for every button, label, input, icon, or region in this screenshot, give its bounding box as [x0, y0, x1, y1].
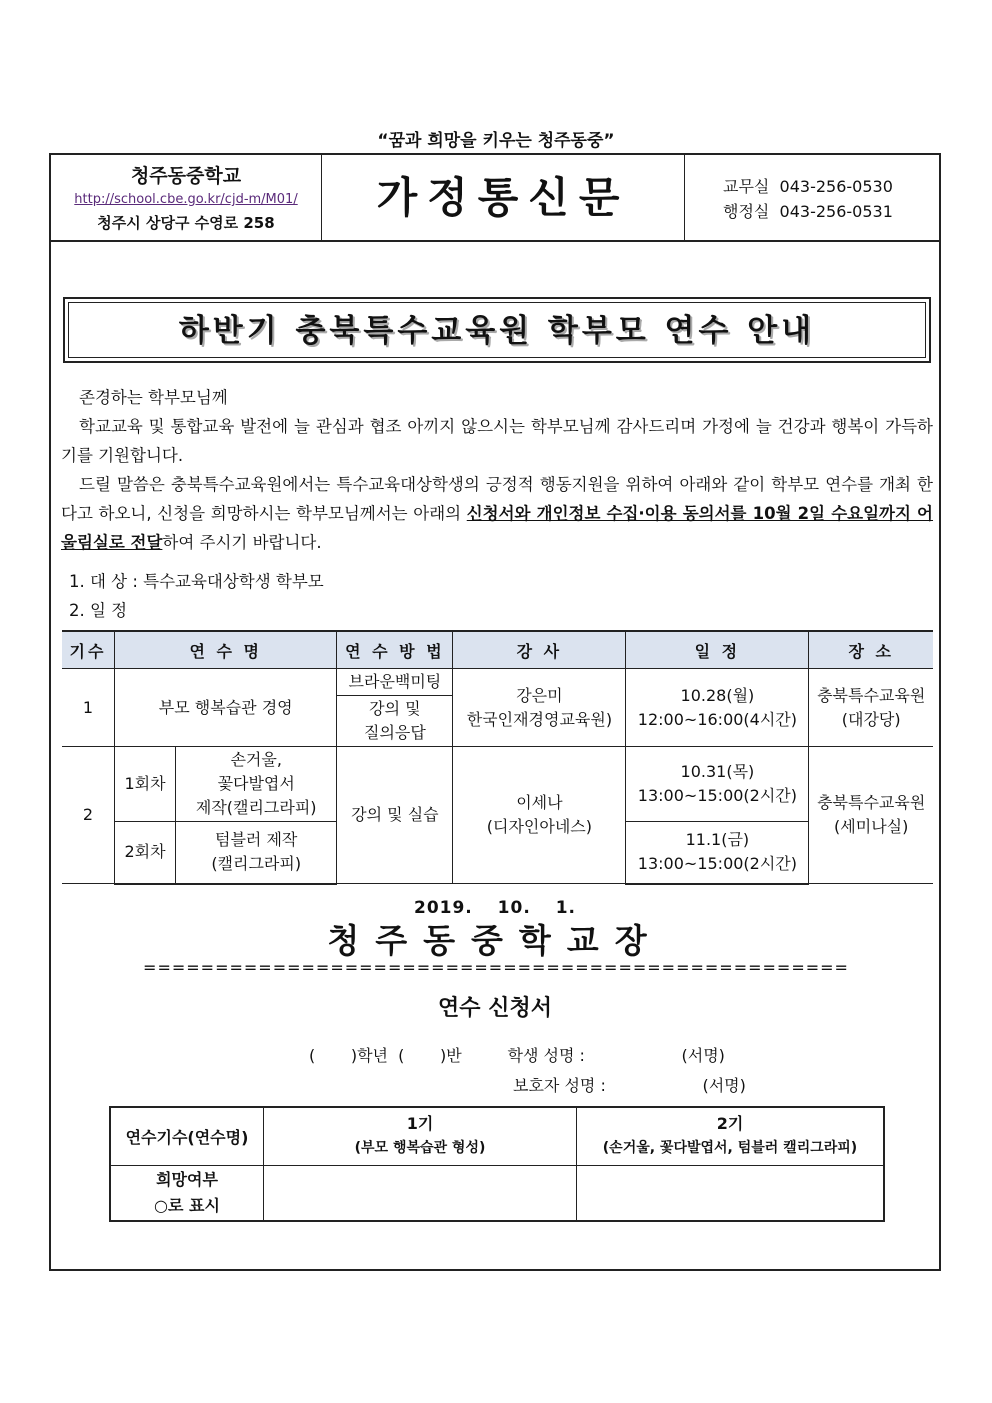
cell-place — [809, 669, 933, 747]
paragraph-2-end: 하여 주시기 바랍니다. — [162, 533, 322, 552]
schedule-table — [62, 630, 933, 885]
paragraph-2-text: 드릴 말씀은 충북특수교육원에서는 특수교육대상학생의 긍정적 행동지원을 위하여 아래와 같이 학부모 연수를 개최 한다고 하오니, 신청을 희망하시는 학부모님께서는 아래의 — [61, 475, 933, 523]
cell-method: 강의 및 실습 — [337, 747, 453, 884]
date-time: 12:00~16:00(4시간) — [637, 709, 797, 729]
table-row — [110, 1107, 884, 1165]
cell-method — [337, 696, 453, 747]
paragraph-2 — [61, 470, 933, 557]
col-header: 강 사 — [453, 631, 626, 669]
date-day: 10.31(목) — [680, 762, 755, 781]
form-title: 연수 신청서 — [438, 996, 552, 1021]
cell-no: 2 — [62, 747, 115, 884]
newsletter-header — [51, 155, 939, 242]
place-room: (세미나실) — [834, 817, 909, 836]
paragraph-2-emphasis: 신청서와 개인정보 수집·이용 동의서를 10월 2일 수요일까지 어울림실로 전달 — [61, 504, 934, 552]
item-schedule: 2. 일 정 — [69, 601, 128, 620]
cell-lecturer — [453, 669, 626, 747]
method-line: 강의 및 — [369, 699, 421, 718]
preference-label-line: 희망여부 — [156, 1169, 218, 1189]
place-name: 충북특수교육원 — [817, 793, 926, 812]
option-1-mark-cell[interactable] — [264, 1165, 577, 1221]
contact-info — [723, 174, 893, 224]
name-line: 텀블러 제작 — [215, 830, 298, 850]
name-line: 손거울, — [230, 750, 282, 769]
issue-date: 2019. 10. 1. — [413, 898, 576, 918]
option-subtitle: (부모 행복습관 형성) — [354, 1140, 486, 1157]
date-time: 13:00~15:00(2시간) — [637, 854, 797, 874]
date-day: 11.1(금) — [685, 830, 750, 850]
cell-no: 1 — [62, 669, 115, 747]
lecturer-name: 강은미 — [516, 685, 563, 705]
cell-session: 1회차 — [115, 747, 176, 822]
school-slogan: “꿈과 희망을 키우는 청주동중” — [377, 131, 615, 151]
document-title: 하반기 충북특수교육원 학부모 연수 안내 — [68, 302, 926, 358]
table-row — [62, 669, 933, 696]
col-header: 일 정 — [626, 631, 809, 669]
principal-signature: 청주동중학교장 — [327, 921, 663, 960]
paragraph-1: 학교교육 및 통합교육 발전에 늘 관심과 협조 아끼지 않으시는 학부모님께 감사드리며 가정에 늘 건강과 행복이 가득하기를 기원합니다. — [61, 417, 933, 465]
place-room: (대강당) — [841, 709, 901, 729]
school-url-link[interactable]: http://school.cbe.go.kr/cjd-m/M01/ — [74, 192, 298, 207]
date-day: 10.28(월) — [680, 685, 755, 705]
col-header: 연 수 방 법 — [337, 631, 453, 669]
form-column-label: 연수기수(연수명) — [110, 1107, 264, 1165]
school-address: 청주시 상당구 수영로 258 — [97, 214, 275, 232]
item-target: 1. 대 상 : 특수교육대상학생 학부모 — [69, 572, 324, 591]
application-table — [109, 1106, 885, 1222]
place-name: 충북특수교육원 — [817, 685, 926, 705]
info-items — [69, 567, 324, 625]
option-title: 1기 — [406, 1114, 434, 1134]
lecturer-org: (디자인아네스) — [486, 817, 593, 836]
guardian-info-line[interactable]: 보호자 성명 : (서명) — [513, 1076, 746, 1095]
lecturer-name: 이세나 — [516, 793, 563, 812]
col-header: 장 소 — [809, 631, 933, 669]
document-title-box — [63, 297, 931, 363]
preference-label — [110, 1165, 264, 1221]
cell-date — [626, 669, 809, 747]
cell-date — [626, 747, 809, 822]
name-line: 제작(캘리그라피) — [195, 798, 317, 817]
phone-office: 교무실 043-256-0530 — [723, 177, 893, 196]
student-info-line[interactable]: ( )학년 ( )반 학생 성명 : (서명) — [309, 1046, 725, 1065]
date-time: 13:00~15:00(2시간) — [637, 786, 797, 805]
name-line: 꽃다발엽서 — [217, 774, 295, 793]
cell-name — [176, 747, 337, 822]
table-row — [62, 747, 933, 822]
table-header-row — [62, 631, 933, 669]
option-2-mark-cell[interactable] — [577, 1165, 885, 1221]
lecturer-org: 한국인재경영교육원) — [466, 709, 613, 729]
option-2-header — [577, 1107, 885, 1165]
cell-name — [176, 822, 337, 884]
method-line: 질의응답 — [363, 723, 426, 742]
cell-session: 2회차 — [115, 822, 176, 884]
cell-name: 부모 행복습관 경영 — [115, 669, 337, 747]
phone-admin: 행정실 043-256-0531 — [723, 202, 893, 221]
option-title: 2기 — [716, 1114, 744, 1134]
preference-label-line: ○로 표시 — [154, 1195, 220, 1215]
col-header: 연 수 명 — [115, 631, 337, 669]
option-1-header — [264, 1107, 577, 1165]
school-info — [51, 155, 322, 240]
school-name: 청주동중학교 — [130, 165, 242, 187]
cell-method: 브라운백미팅 — [337, 669, 453, 696]
cut-line: ================================================= — [143, 958, 849, 977]
table-row — [110, 1165, 884, 1221]
cell-place — [809, 747, 933, 884]
newsletter-title: 가정통신문 — [322, 155, 685, 240]
name-line: (캘리그라피) — [211, 854, 302, 874]
greeting: 존경하는 학부모님께 — [79, 388, 228, 407]
newsletter-frame — [49, 153, 941, 1271]
cell-date — [626, 822, 809, 884]
cell-lecturer — [453, 747, 626, 884]
col-header: 기수 — [62, 631, 115, 669]
option-subtitle: (손거울, 꽃다발엽서, 텀블러 캘리그라피) — [602, 1140, 858, 1157]
letter-body — [61, 383, 933, 557]
